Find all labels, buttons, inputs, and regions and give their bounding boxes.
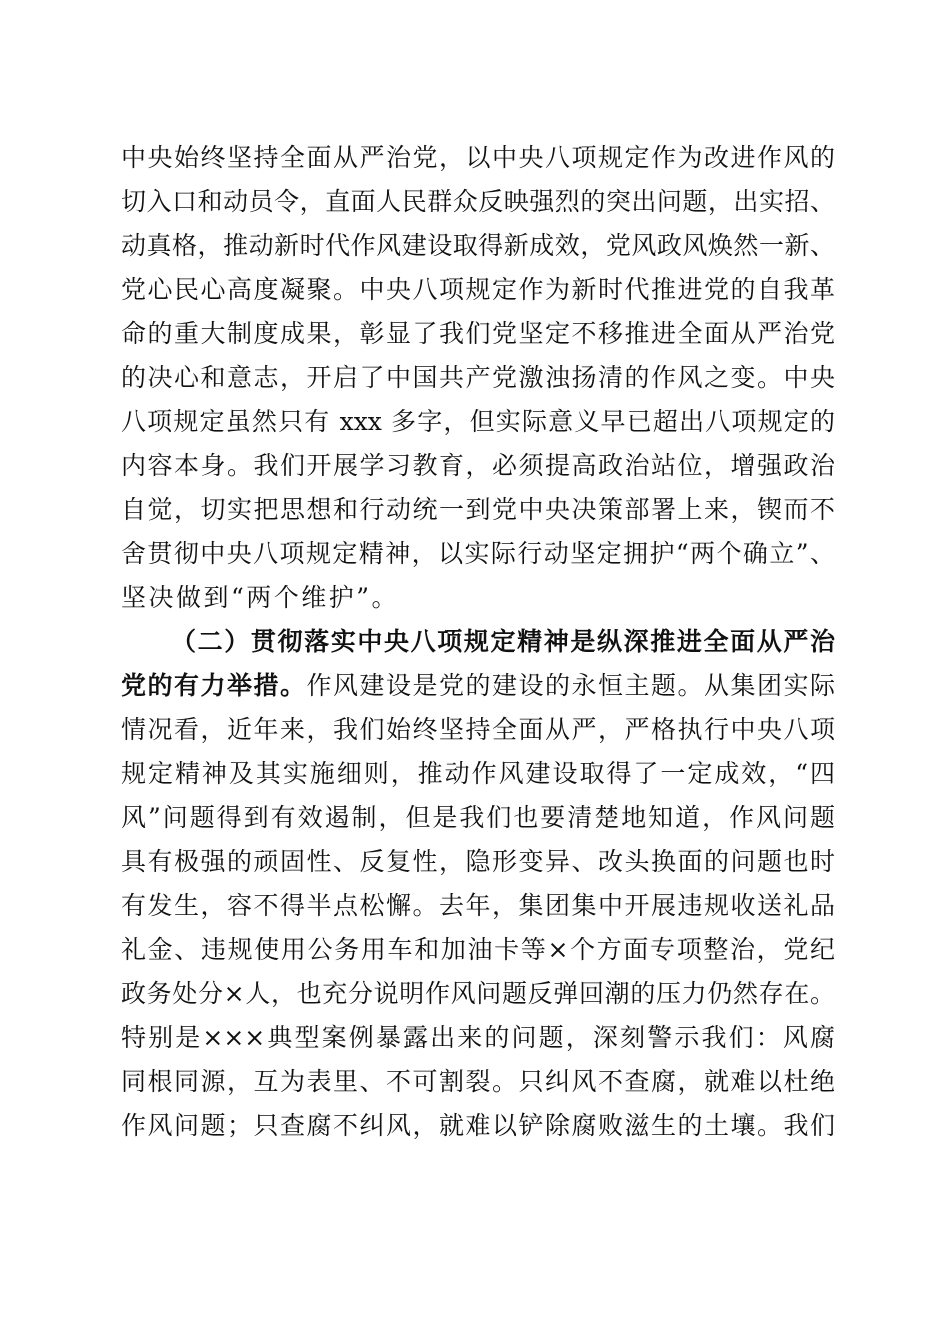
text-line: 自觉，切实把思想和行动统一到党中央决策部署上来，锲而不 bbox=[121, 495, 835, 524]
text-line: 的决心和意志，开启了中国共产党激浊扬清的作风之变。中央 bbox=[121, 363, 835, 392]
text-line: 具有极强的顽固性、反复性，隐形变异、改头换面的问题也时 bbox=[121, 847, 835, 876]
text-line: 特别是×××典型案例暴露出来的问题，深刻警示我们：风腐 bbox=[121, 1023, 835, 1052]
text-line: 命的重大制度成果，彰显了我们党坚定不移推进全面从严治党 bbox=[121, 319, 835, 348]
text-line: 动真格，推动新时代作风建设取得新成效，党风政风焕然一新、 bbox=[121, 231, 835, 260]
text-line bbox=[121, 664, 835, 708]
text-line: 坚决做到“两个维护”。 bbox=[121, 583, 400, 612]
text-line: 情况看，近年来，我们始终坚持全面从严，严格执行中央八项 bbox=[121, 715, 835, 744]
text-line: 党心民心高度凝聚。中央八项规定作为新时代推进党的自我革 bbox=[121, 275, 835, 304]
text-run: 作风建设是党的建设的永恒主题。从集团实际 bbox=[306, 671, 835, 700]
text-line: 八项规定虽然只有 xxx 多字，但实际意义早已超出八项规定的 bbox=[121, 407, 835, 436]
section-heading: （二）贯彻落实中央八项规定精神是纵深推进全面从严治 bbox=[171, 627, 835, 656]
text-line: 舍贯彻中央八项规定精神，以实际行动坚定拥护“两个确立”、 bbox=[121, 539, 835, 568]
text-line: 中央始终坚持全面从严治党，以中央八项规定作为改进作风的 bbox=[121, 143, 835, 172]
text-line: 礼金、违规使用公务用车和加油卡等×个方面专项整治，党纪 bbox=[121, 935, 835, 964]
text-line: 同根同源，互为表里、不可割裂。只纠风不查腐，就难以杜绝 bbox=[121, 1067, 835, 1096]
text-line: 风”问题得到有效遏制，但是我们也要清楚地知道，作风问题 bbox=[121, 803, 835, 832]
text-line: 规定精神及其实施细则，推动作风建设取得了一定成效，“四 bbox=[121, 759, 835, 788]
text-line: 有发生，容不得半点松懈。去年，集团集中开展违规收送礼品 bbox=[121, 891, 835, 920]
text-line: 内容本身。我们开展学习教育，必须提高政治站位，增强政治 bbox=[121, 451, 835, 480]
text-line: 作风问题；只查腐不纠风，就难以铲除腐败滋生的土壤。我们 bbox=[121, 1111, 835, 1140]
text-line: 政务处分×人，也充分说明作风问题反弹回潮的压力仍然存在。 bbox=[121, 979, 835, 1008]
text-line: 切入口和动员令，直面人民群众反映强烈的突出问题，出实招、 bbox=[121, 187, 835, 216]
section-heading-end: 党的有力举措。 bbox=[121, 671, 307, 700]
